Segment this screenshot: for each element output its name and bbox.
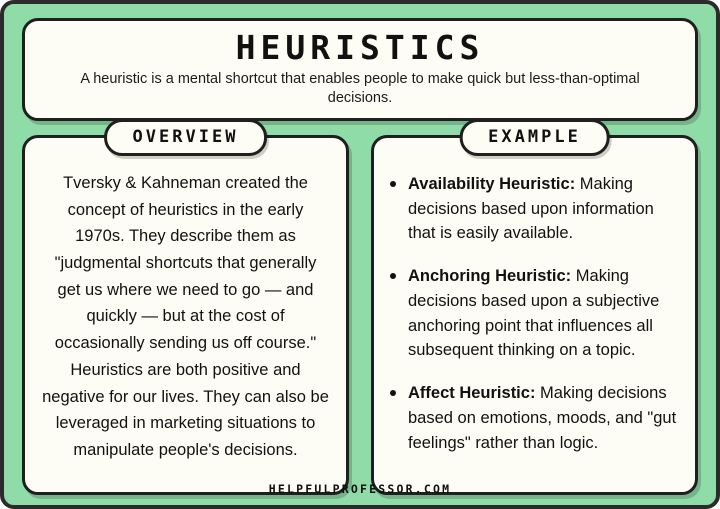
list-item <box>388 381 681 455</box>
bullet-text: Making decisions based upon a subjective anchoring point that influences all subsequent thinking on a topic. <box>408 267 660 360</box>
overview-card-header: OVERVIEW <box>104 119 268 156</box>
overview-card <box>22 126 349 495</box>
footer-watermark: HELPFULPROFESSOR.COM <box>268 482 452 496</box>
example-bullet-list <box>388 172 681 456</box>
bullet-term: Availability Heuristic: <box>408 174 576 193</box>
bullet-dot-icon <box>390 181 396 187</box>
page-title: HEURISTICS <box>235 28 485 67</box>
example-card <box>371 126 698 495</box>
bullet-text: Making decisions based on emotions, moods, and "gut feelings" rather than logic. <box>408 384 677 452</box>
example-card-header: EXAMPLE <box>459 119 610 156</box>
page-subtitle: A heuristic is a mental shortcut that enables people to make quick but less-than-optimal decisions. <box>80 70 640 106</box>
bullet-term: Affect Heuristic: <box>408 384 536 403</box>
bullet-text: Making decisions based upon information that is easily available. <box>408 174 654 243</box>
bullet-term: Anchoring Heuristic: <box>408 267 572 286</box>
bullet-dot-icon <box>390 390 396 396</box>
title-card <box>22 18 698 121</box>
list-item <box>388 264 681 363</box>
bullet-dot-icon <box>390 273 396 279</box>
overview-body-text: Tversky & Kahneman created the concept of heuristics in the early 1970s. They describe them as "judgmental shortcuts that generally get us where we need to go — and quickly — but at the cost of occasionally sending us off course." Heuristics are both positive and negative for our lives. They can also be leveraged in marketing situations to manipulate people's decisions. <box>42 173 329 460</box>
list-item <box>388 172 681 246</box>
columns-container <box>22 126 698 495</box>
